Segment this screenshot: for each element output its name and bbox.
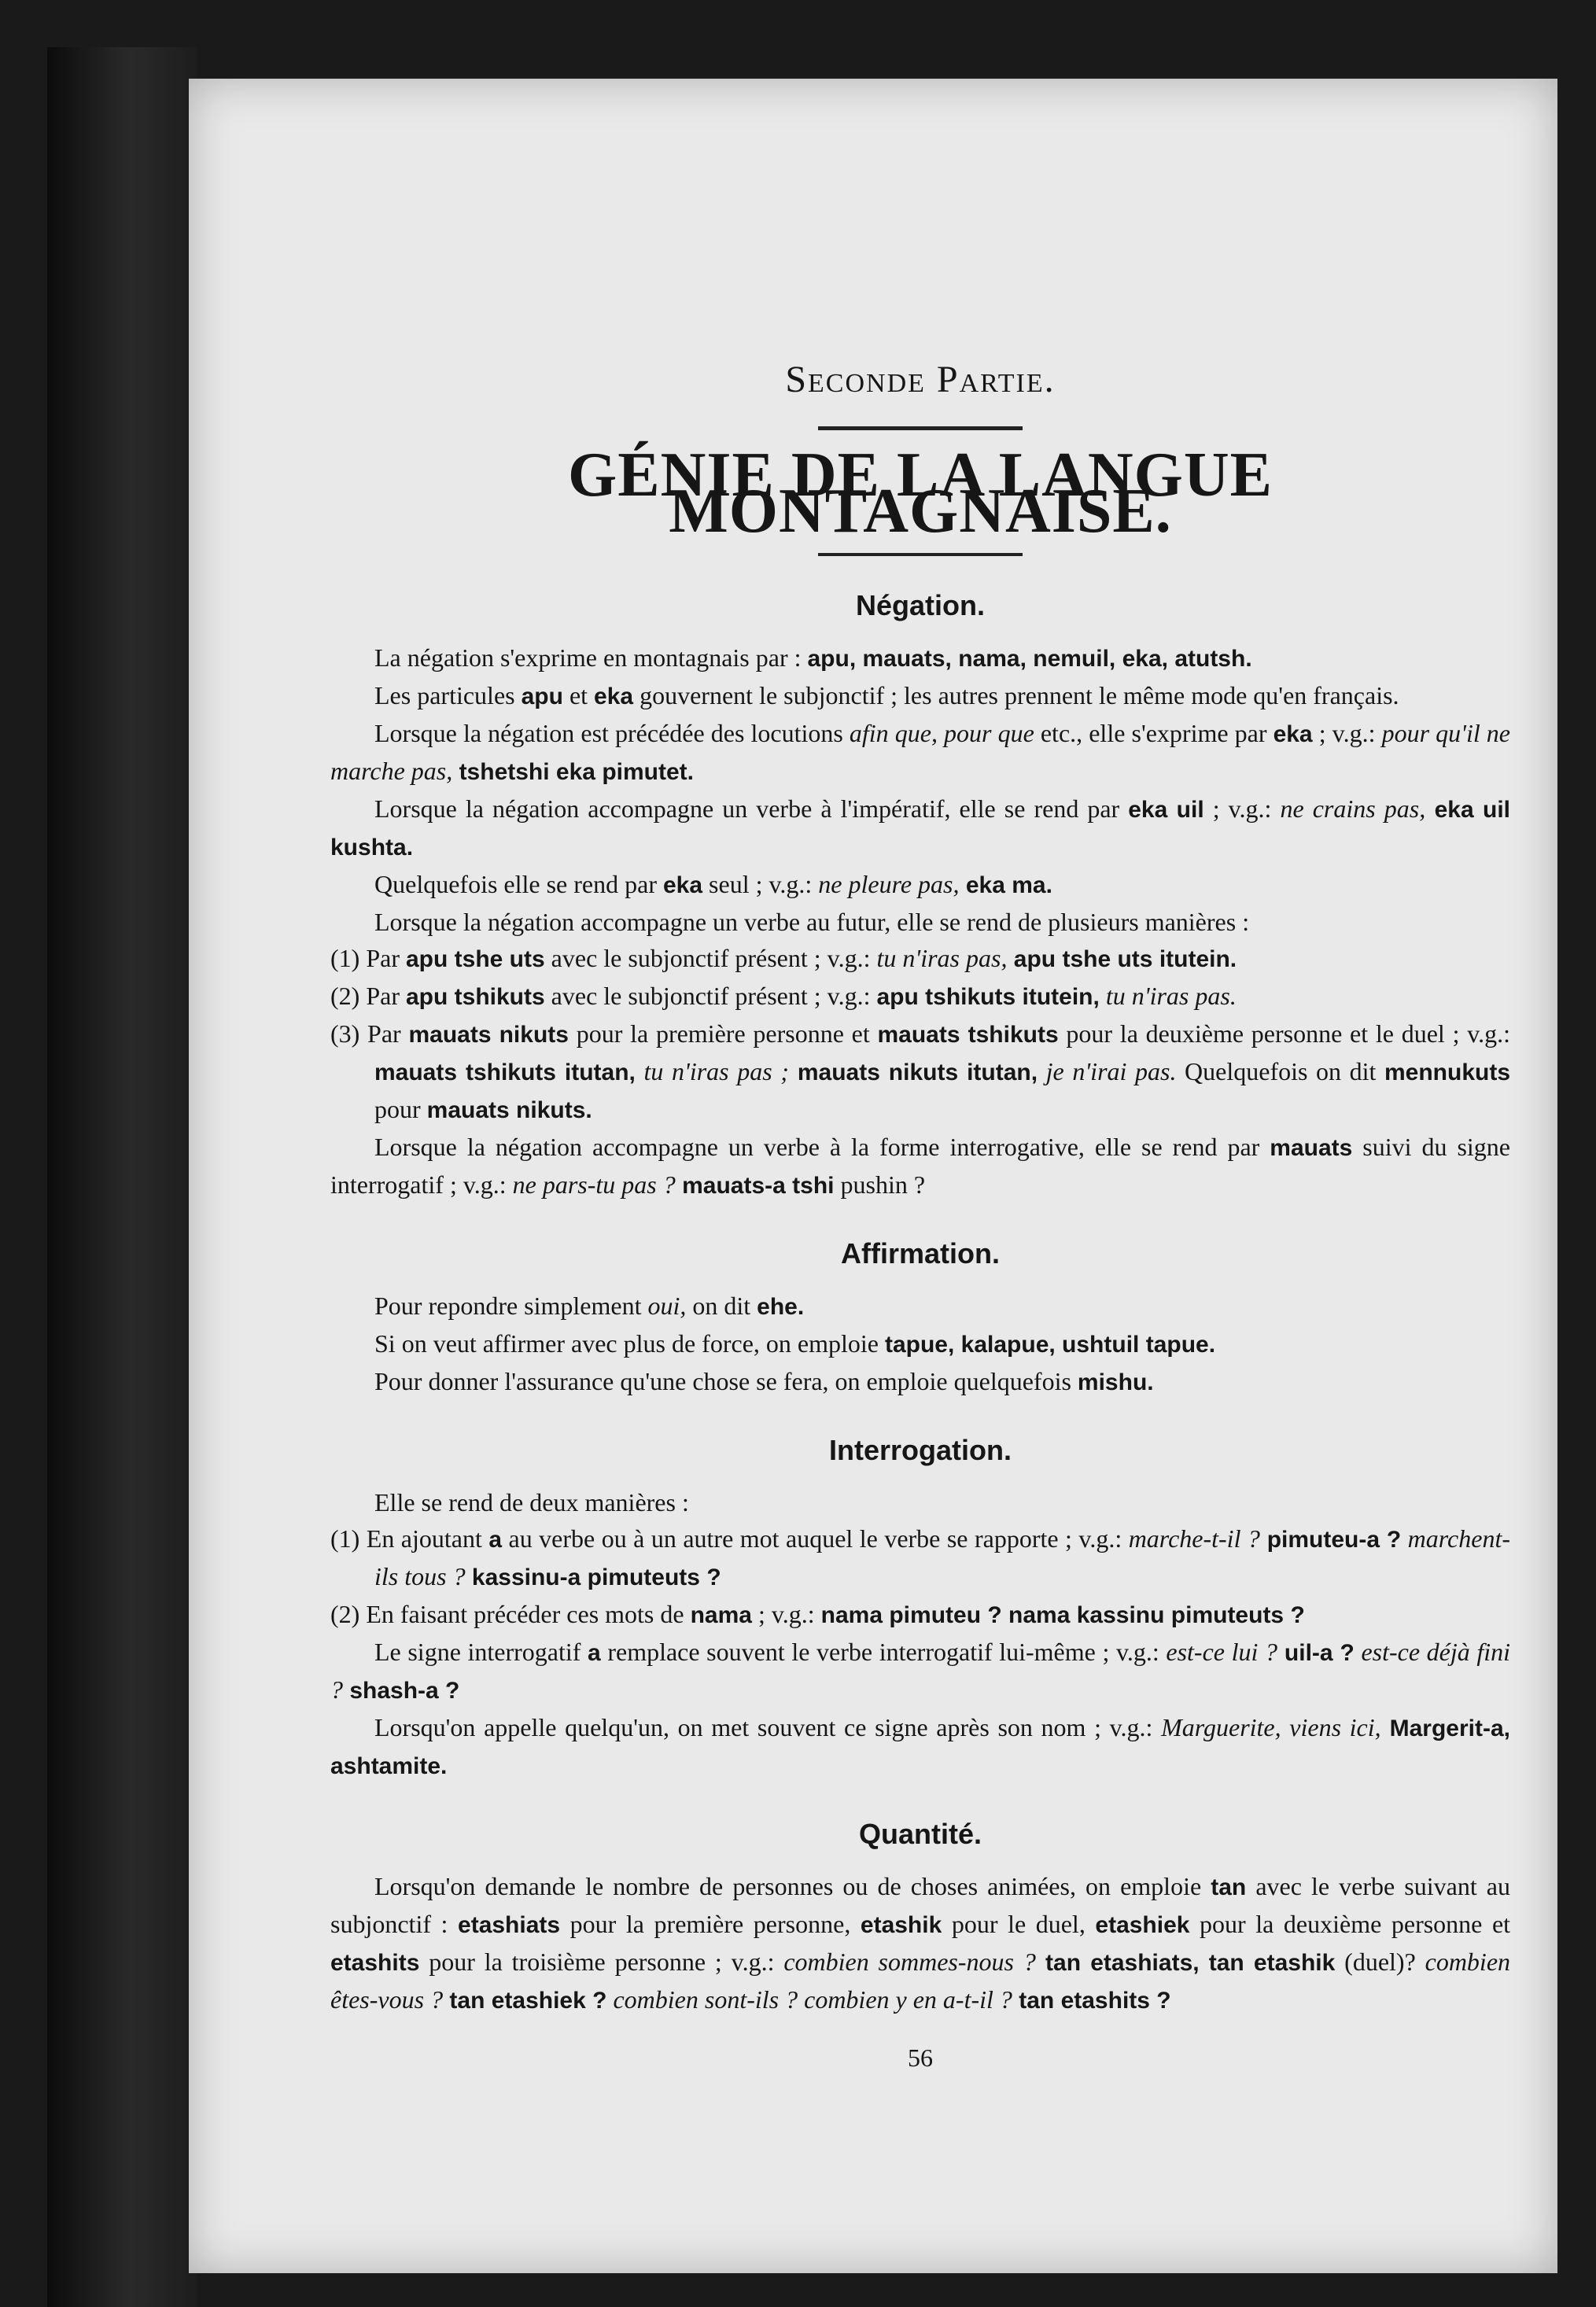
paragraph: Si on veut affirmer avec plus de force, on emploie tapue, kalapue, ushtuil tapue. xyxy=(374,1329,1216,1358)
paragraph: Le signe interrogatif a remplace souvent le verbe interrogatif lui-même ; v.g.: est-ce lui ? uil-a ? est-ce déjà fini ? shash-a ? xyxy=(330,1638,1511,1704)
page-content xyxy=(330,359,1511,2076)
divider-rule xyxy=(818,426,1023,430)
divider-rule xyxy=(818,553,1023,556)
numbered-item: (2) Par apu tshikuts avec le subjonctif présent ; v.g.: apu tshikuts itutein, tu n'iras pas. xyxy=(330,982,1237,1010)
paragraph: Lorsque la négation accompagne un verbe à l'impératif, elle se rend par eka uil ; v.g.: ne crains pas, eka uil kushta. xyxy=(330,794,1511,861)
paragraph: Lorsqu'on appelle quelqu'un, on met souvent ce signe après son nom ; v.g.: Marguerite, viens ici, Margerit-a, ashtamite. xyxy=(330,1713,1511,1779)
paragraph: Lorsque la négation accompagne un verbe au futur, elle se rend de plusieurs manières : xyxy=(374,908,1250,936)
book-page xyxy=(189,79,1557,2273)
paragraph: Lorsque la négation accompagne un verbe à la forme interrogative, elle se rend par mauats suivi du signe interrogatif ; v.g.: ne pars-tu pas ? mauats-a tshi pushin ? xyxy=(330,1133,1511,1199)
paragraph: Pour donner l'assurance qu'une chose se fera, on emploie quelquefois mishu. xyxy=(374,1367,1154,1395)
section-heading-affirmation: Affirmation. xyxy=(841,1237,1000,1270)
paragraph: Quelquefois elle se rend par eka seul ; v.g.: ne pleure pas, eka ma. xyxy=(374,870,1052,898)
page-number: 56 xyxy=(908,2044,933,2072)
paragraph: Elle se rend de deux manières : xyxy=(374,1488,689,1517)
section-heading-quantite: Quantité. xyxy=(858,1818,982,1850)
paragraph: Les particules apu et eka gouvernent le subjonctif ; les autres prennent le même mode qu'en français. xyxy=(374,681,1399,709)
paragraph: La négation s'exprime en montagnais par : apu, mauats, nama, nemuil, eka, atutsh. xyxy=(374,643,1252,672)
book-binding xyxy=(47,47,197,2307)
section-heading-interrogation: Interrogation. xyxy=(829,1434,1012,1466)
part-heading: Seconde Partie. xyxy=(785,359,1056,400)
paragraph: Pour repondre simplement oui, on dit ehe. xyxy=(374,1292,805,1320)
numbered-item: (1) Par apu tshe uts avec le subjonctif présent ; v.g.: tu n'iras pas, apu tshe uts itutein. xyxy=(330,944,1237,972)
numbered-item: (2) En faisant précéder ces mots de nama ; v.g.: nama pimuteu ? nama kassinu pimuteuts ? xyxy=(330,1600,1305,1628)
paragraph: Lorsque la négation est précédée des locutions afin que, pour que etc., elle s'exprime par eka ; v.g.: pour qu'il ne marche pas, tshetshi eka pimutet. xyxy=(330,719,1510,785)
numbered-item: (1) En ajoutant a au verbe ou à un autre mot auquel le verbe se rapporte ; v.g.: marche-t-il ? pimuteu-a ? marchent-ils tous ? kassinu-a pimuteuts ? xyxy=(330,1524,1510,1590)
paragraph: Lorsqu'on demande le nombre de personnes ou de choses animées, on emploie tan avec le verbe suivant au subjonctif : etashiats pour la première personne, etashik pour le duel, etashiek pour la deuxième personne et etashits pour la troisième personne ; v.g.: combien sommes-nous ? tan etashiats, tan etashik (duel)? combien êtes-vous ? tan etashiek ? combien sont-ils ? combien y en a-t-il ? tan etashits ? xyxy=(330,1872,1511,2014)
numbered-item: (3) Par mauats nikuts pour la première personne et mauats tshikuts pour la deuxième personne et le duel ; v.g.: mauats tshikuts itutan, tu n'iras pas ; mauats nikuts itutan, je n'irai pas. Quelquefois on dit mennukuts pour mauats nikuts. xyxy=(330,1019,1511,1123)
page-title: GÉNIE DE LA LANGUE MONTAGNAISE. xyxy=(568,440,1273,546)
section-heading-negation: Négation. xyxy=(855,589,985,621)
